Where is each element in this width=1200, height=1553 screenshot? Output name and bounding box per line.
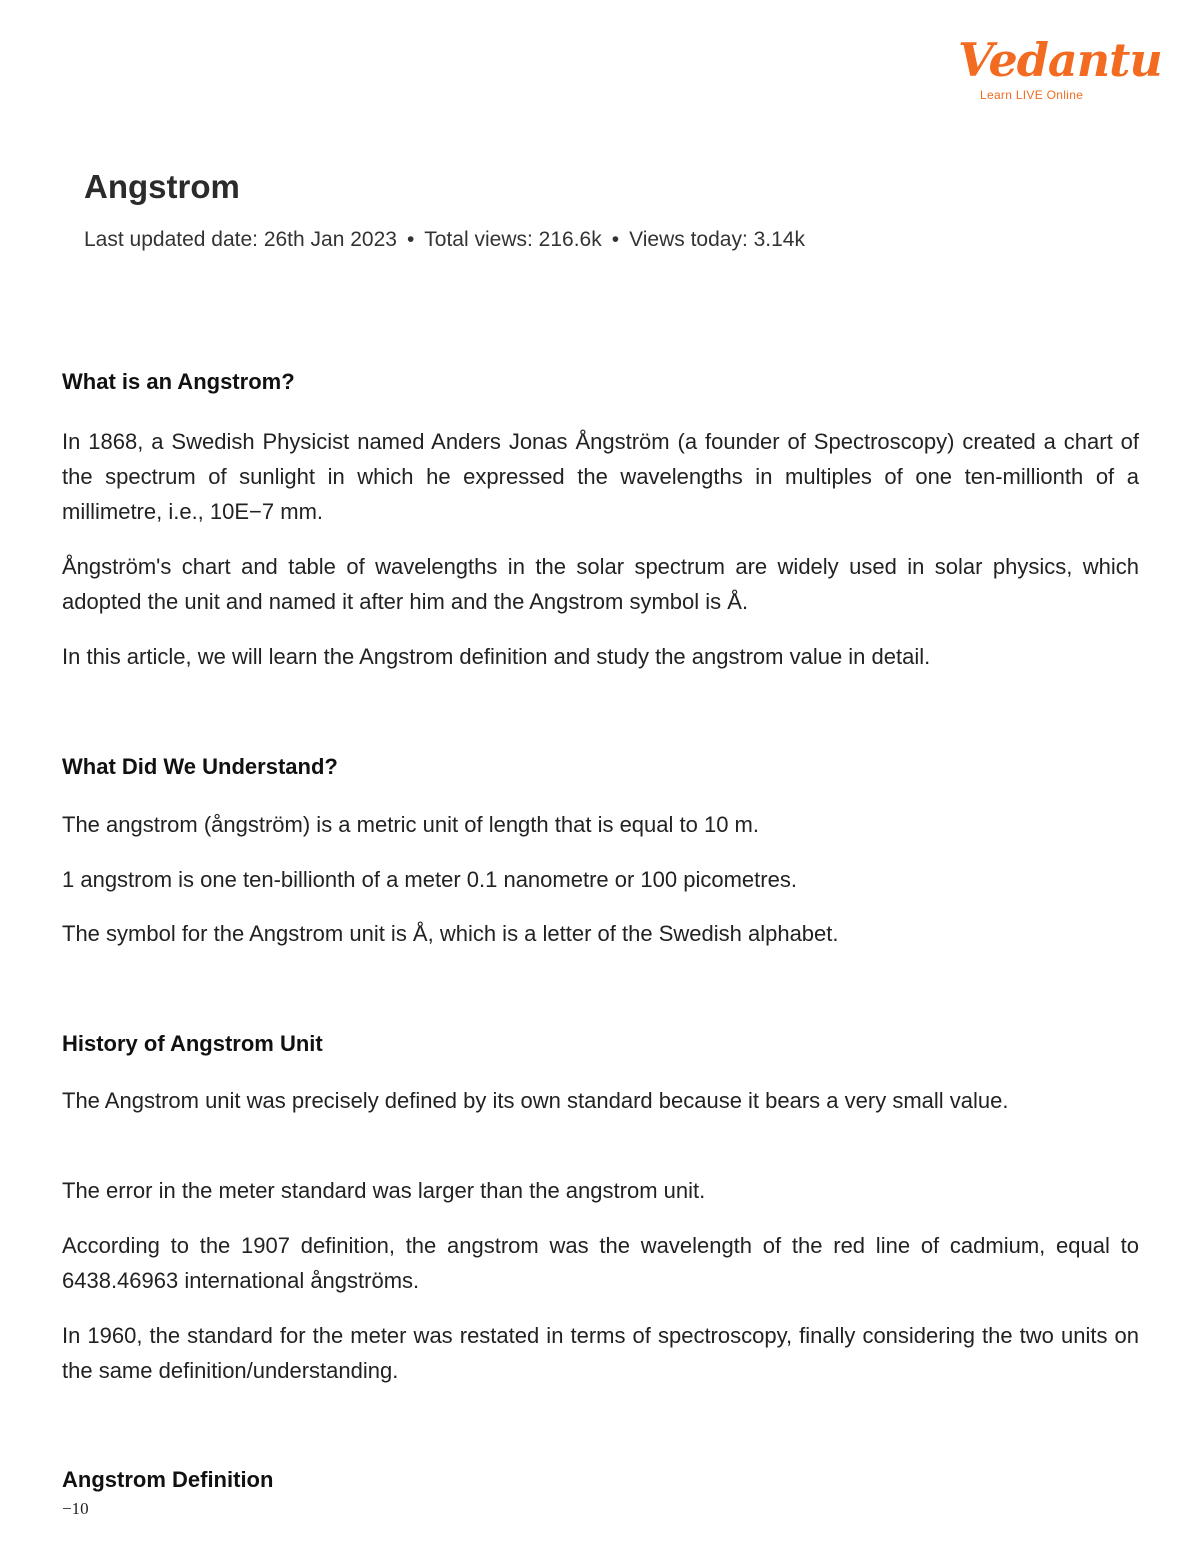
paragraph: In 1868, a Swedish Physicist named Anders Jonas Ångström (a founder of Spectroscopy) created a chart of the spectrum of sunlight in which he expressed the wavelengths in multiples of one ten-millionth of a millimetre, i.e., 10E−7 mm. <box>62 429 1139 524</box>
paragraph: 1 angstrom is one ten-billionth of a meter 0.1 nanometre or 100 picometres. <box>62 867 797 892</box>
views-today: Views today: 3.14k <box>629 228 805 251</box>
meta-separator: • <box>611 228 620 251</box>
paragraph: In this article, we will learn the Angstrom definition and study the angstrom value in detail. <box>62 644 931 669</box>
exponent-fragment: −10 <box>62 1499 89 1518</box>
paragraph: Ångström's chart and table of wavelengths in the solar spectrum are widely used in solar physics, which adopted the unit and named it after him and the Angstrom symbol is Å. <box>62 554 1139 614</box>
paragraph: The error in the meter standard was larger than the angstrom unit. <box>62 1178 706 1203</box>
paragraph: The symbol for the Angstrom unit is Å, which is a letter of the Swedish alphabet. <box>62 921 839 946</box>
article-meta <box>84 228 805 252</box>
section-heading-definition: Angstrom Definition <box>62 1467 274 1492</box>
last-updated-date: Last updated date: 26th Jan 2023 <box>84 228 397 251</box>
section-heading-understand: What Did We Understand? <box>62 754 338 779</box>
logo-tagline: Learn LIVE Online <box>980 88 1084 102</box>
section-heading-history: History of Angstrom Unit <box>62 1031 323 1056</box>
paragraph: According to the 1907 definition, the angstrom was the wavelength of the red line of cadmium, equal to 6438.46963 international ångströms. <box>62 1233 1139 1293</box>
paragraph: In 1960, the standard for the meter was restated in terms of spectroscopy, finally considering the two units on the same definition/understanding. <box>62 1323 1139 1383</box>
meta-separator: • <box>406 228 415 251</box>
section-heading-what-is: What is an Angstrom? <box>62 369 295 394</box>
page-title: Angstrom <box>84 168 240 205</box>
paragraph: The angstrom (ångström) is a metric unit of length that is equal to 10 m. <box>62 812 759 837</box>
vedantu-logo[interactable] <box>958 30 1162 110</box>
logo-wordmark: Vedantu <box>958 33 1162 87</box>
total-views: Total views: 216.6k <box>424 228 602 251</box>
paragraph: The Angstrom unit was precisely defined by its own standard because it bears a very small value. <box>62 1088 1009 1113</box>
